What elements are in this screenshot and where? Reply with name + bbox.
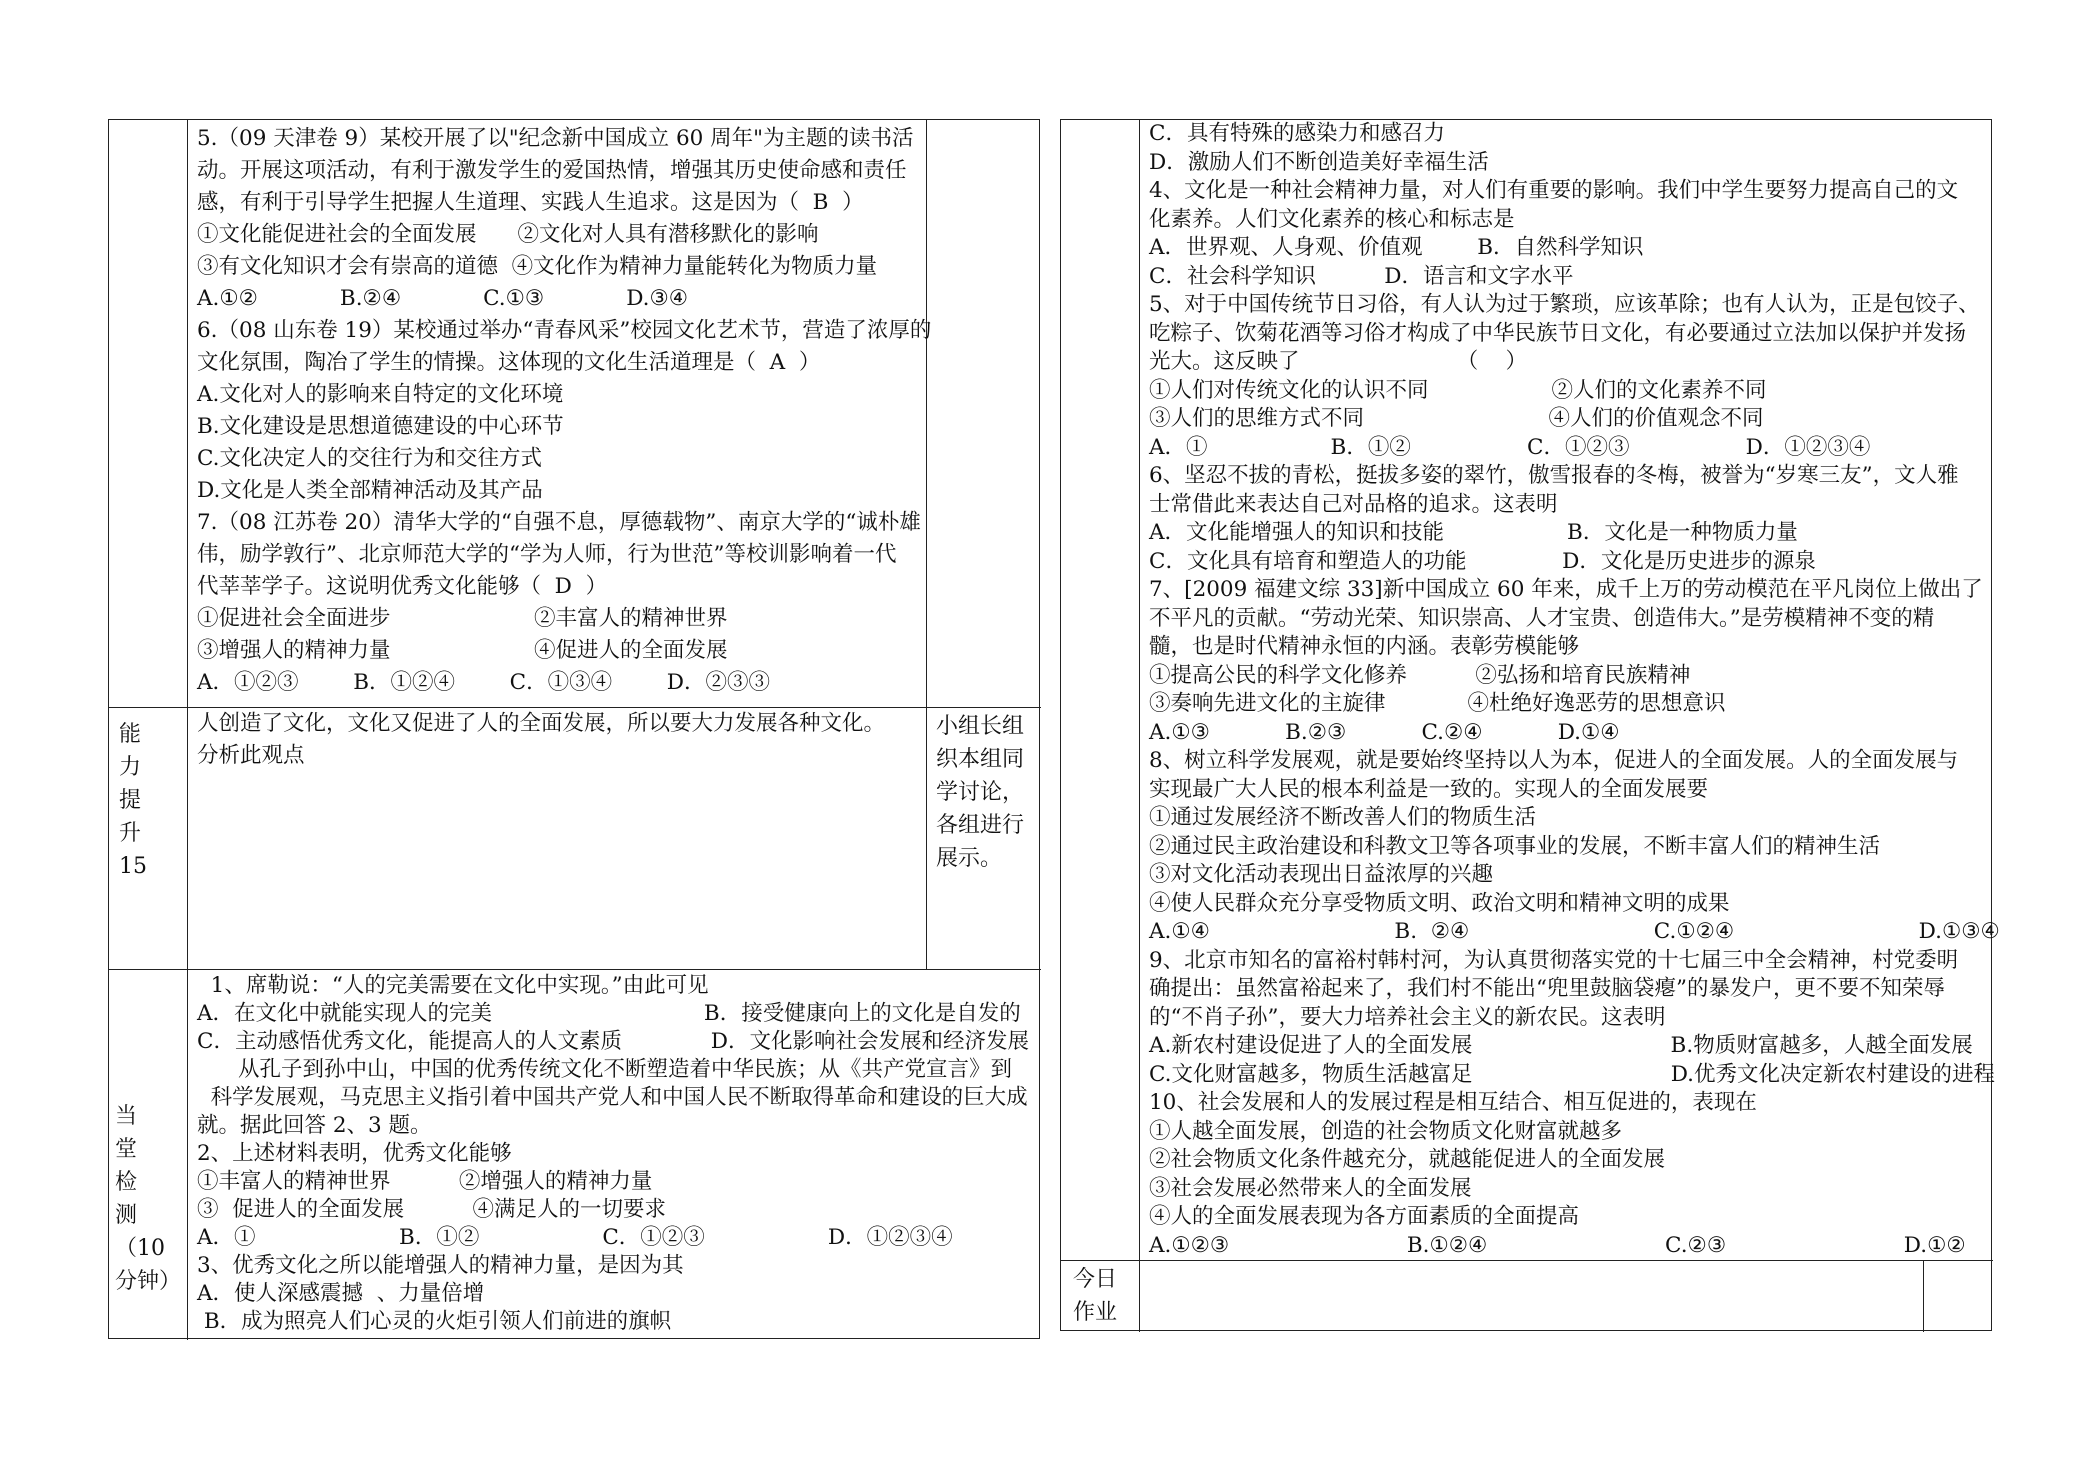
check-line: 就。据此回答 2、3 题。	[197, 1113, 432, 1138]
question-line: ③社会发展必然带来人的全面发展	[1149, 1175, 1472, 1201]
check-line: 1、席勒说：“人的完美需要在文化中实现。”由此可见	[197, 973, 709, 998]
question-line: A.①② B.②④ C.①③ D.③④	[197, 286, 689, 311]
question-line: 4、文化是一种社会精神力量，对人们有重要的影响。我们中学生要努力提高自己的文	[1149, 178, 1959, 203]
check-line: 3、优秀文化之所以能增强人的精神力量，是因为其	[197, 1253, 684, 1278]
question-line: ②社会物质文化条件越充分，就越能促进人的全面发展	[1149, 1147, 1666, 1172]
check-line: ①丰富人的精神世界 ②增强人的精神力量	[197, 1169, 653, 1194]
check-label: 当 堂 检 测 （10 分钟）	[115, 1104, 182, 1294]
question-line: A.新农村建设促进了人的全面发展 B.物质财富越多，人越全面发展	[1149, 1033, 1973, 1058]
question-line: ④人的全面发展表现为各方面素质的全面提高	[1149, 1204, 1580, 1229]
question-line: 代莘莘学子。这说明优秀文化能够（ D ）	[197, 574, 608, 599]
check-content	[197, 972, 1037, 1338]
question-line: A．①②③ B．①②④ C．①③④ D．②③③	[197, 670, 771, 695]
right-col-divider-1	[1139, 120, 1140, 1332]
question-line: ①通过发展经济不断改善人们的物质生活	[1149, 805, 1537, 830]
question-line: 5.（09 天津卷 9）某校开展了以"纪念新中国成立 60 周年"为主题的读书活	[197, 126, 914, 151]
question-line: 8、树立科学发展观，就是要始终坚持以人为本，促进人的全面发展。人的全面发展与	[1149, 748, 1959, 773]
question-line: C．文化具有培育和塑造人的功能 D．文化是历史进步的源泉	[1149, 548, 1816, 574]
question-line: ①提高公民的科学文化修养 ②弘扬和培育民族精神	[1149, 662, 1691, 688]
question-line: ③增强人的精神力量 ④促进人的全面发展	[197, 638, 728, 663]
question-line: 的“不肖子孙”，要大力培养社会主义的新农民。这表明	[1149, 1004, 1666, 1030]
question-line: ③对文化活动表现出日益浓厚的兴趣	[1149, 862, 1494, 887]
question-line: 实现最广大人民的根本利益是一致的。实现人的全面发展要	[1149, 776, 1709, 802]
question-line: ③人们的思维方式不同 ④人们的价值观念不同	[1149, 406, 1764, 431]
question-line: 7、[2009 福建文综 33]新中国成立 60 年来，成千上万的劳动模范在平凡岗位上做出了	[1149, 577, 1983, 602]
right-questions	[1149, 120, 2000, 1258]
question-line: 光大。这反映了 （ ）	[1149, 349, 1528, 374]
question-line: A.①③ B.②③ C.②④ D.①④	[1149, 719, 1620, 745]
left-col-divider-1	[187, 120, 188, 1340]
question-line: 感，有利于引导学生把握人生道理、实践人生追求。这是因为（ B ）	[197, 190, 864, 215]
left-col-divider-2	[926, 120, 927, 969]
question-line: 6、坚忍不拔的青松，挺拔多姿的翠竹，傲雪报春的冬梅，被誉为“岁寒三友”，文人雅	[1149, 463, 1959, 488]
check-line: A．使人深感震撼 、力量倍增	[197, 1281, 485, 1306]
check-line: A．在文化中就能实现人的完美 B．接受健康向上的文化是自发的	[197, 1001, 1021, 1026]
question-line: A．文化能增强人的知识和技能 B．文化是一种物质力量	[1149, 520, 1798, 545]
question-line: 士常借此来表达自己对品格的追求。这表明	[1149, 491, 1558, 517]
question-line: C.文化决定人的交往行为和交往方式	[197, 446, 543, 471]
question-line: ④使人民群众充分享受物质文明、政治文明和精神文明的成果	[1149, 890, 1730, 916]
question-line: 10、社会发展和人的发展过程是相互结合、相互促进的，表现在	[1149, 1090, 1757, 1115]
question-line: ①促进社会全面进步 ②丰富人的精神世界	[197, 606, 728, 631]
question-line: C．社会科学知识 D．语言和文字水平	[1149, 263, 1574, 289]
homework-label: 今日 作业	[1073, 1267, 1118, 1325]
question-line: 7.（08 江苏卷 20）清华大学的“自强不息，厚德载物”、南京大学的“诚朴雄	[197, 510, 921, 535]
right-table	[1060, 119, 2000, 1331]
left-table	[108, 119, 1040, 1339]
question-line: 文化氛围，陶冶了学生的情操。这体现的文化生活道理是（ A ）	[197, 350, 821, 375]
question-line: ①人越全面发展，创造的社会物质文化财富就越多	[1149, 1118, 1623, 1144]
question-line: 9、北京市知名的富裕村韩村河，为认真贯彻落实党的十七届三中全会精神，村党委明	[1149, 947, 1959, 973]
question-line: ①文化能促进社会的全面发展 ②文化对人具有潜移默化的影响	[197, 222, 819, 247]
question-line: D.文化是人类全部精神活动及其产品	[197, 478, 543, 503]
check-line: 科学发展观，马克思主义指引着中国共产党人和中国人民不断取得革命和建设的巨大成	[197, 1085, 1028, 1110]
check-line: 从孔子到孙中山，中国的优秀传统文化不断塑造着中华民族；从《共产党宣言》到	[197, 1057, 1013, 1082]
question-line: A.①④ B. ②④ C.①②④ D.①③④	[1149, 919, 2000, 944]
ability-line: 人创造了文化，文化又促进了人的全面发展，所以要大力发展各种文化。	[197, 711, 886, 736]
question-line: 6.（08 山东卷 19）某校通过举办“青春风采”校园文化艺术节，营造了浓厚的	[197, 318, 932, 343]
top-questions	[197, 125, 932, 705]
question-line: ②通过民主政治建设和科教文卫等各项事业的发展，不断丰富人们的精神生活	[1149, 833, 1881, 859]
left-row-divider-2	[109, 969, 1041, 970]
ability-line: 分析此观点	[197, 743, 305, 768]
question-line: A.①②③ B.①②④ C.②③ D.①②	[1149, 1232, 1966, 1258]
left-row-divider-1	[109, 707, 1041, 708]
question-line: 化素养。人们文化素养的核心和标志是	[1149, 206, 1515, 232]
question-line: 吃粽子、饮菊花酒等习俗才构成了中华民族节日文化，有必要通过立法加以保护并发扬	[1149, 320, 1967, 346]
question-line: ③奏响先进文化的主旋律 ④杜绝好逸恶劳的思想意识	[1149, 691, 1726, 716]
ability-content	[197, 710, 925, 966]
check-line: ③ 促进人的全面发展 ④满足人的一切要求	[197, 1197, 667, 1222]
question-line: A．世界观、人身观、价值观 B．自然科学知识	[1149, 235, 1644, 260]
check-line: A．① B．①② C．①②③ D．①②③④	[197, 1225, 953, 1250]
ability-label: 能 力 提 升 15	[119, 722, 147, 879]
check-line: 2、上述材料表明，优秀文化能够	[197, 1141, 512, 1166]
check-line: C．主动感悟优秀文化，能提高人的人文素质 D．文化影响社会发展和经济发展	[197, 1029, 1030, 1054]
question-line: 5、对于中国传统节日习俗，有人认为过于繁琐，应该革除；也有人认为，正是包饺子、	[1149, 292, 1980, 317]
right-col-divider-2	[1923, 1260, 1924, 1332]
question-line: A.文化对人的影响来自特定的文化环境	[197, 382, 564, 407]
question-line: 动。开展这项活动，有利于激发学生的爱国热情，增强其历史使命感和责任	[197, 158, 907, 183]
question-line: A．① B．①② C．①②③ D．①②③④	[1149, 434, 1871, 460]
question-line: D．激励人们不断创造美好幸福生活	[1149, 149, 1489, 175]
question-line: ①人们对传统文化的认识不同 ②人们的文化素养不同	[1149, 377, 1767, 403]
question-line: C.文化财富越多，物质生活越富足 D.优秀文化决定新农村建设的进程	[1149, 1061, 1996, 1087]
homework-area[interactable]	[1141, 1262, 1921, 1330]
check-line: B．成为照亮人们心灵的火炬引领人们前进的旗帜	[197, 1309, 672, 1334]
ability-note: 小组长组 织本组同 学讨论， 各组进行 展示。	[936, 714, 1025, 871]
question-line: 髓，也是时代精神永恒的内涵。表彰劳模能够	[1149, 634, 1580, 659]
question-line: 伟，励学敦行”、北京师范大学的“学为人师，行为世范”等校训影响着一代	[197, 542, 897, 567]
question-line: B.文化建设是思想道德建设的中心环节	[197, 414, 564, 439]
question-line: ③有文化知识才会有崇高的道德 ④文化作为精神力量能转化为物质力量	[197, 254, 878, 279]
right-row-divider-1	[1061, 1260, 1993, 1261]
question-line: 不平凡的贡献。“劳动光荣、知识崇高、人才宝贵、创造伟大。”是劳模精神不变的精	[1149, 605, 1935, 631]
question-line: C．具有特殊的感染力和感召力	[1149, 121, 1445, 146]
question-line: 确提出：虽然富裕起来了，我们村不能出“兜里鼓脑袋瘪”的暴发户，更不要不知荣辱	[1149, 976, 1945, 1001]
